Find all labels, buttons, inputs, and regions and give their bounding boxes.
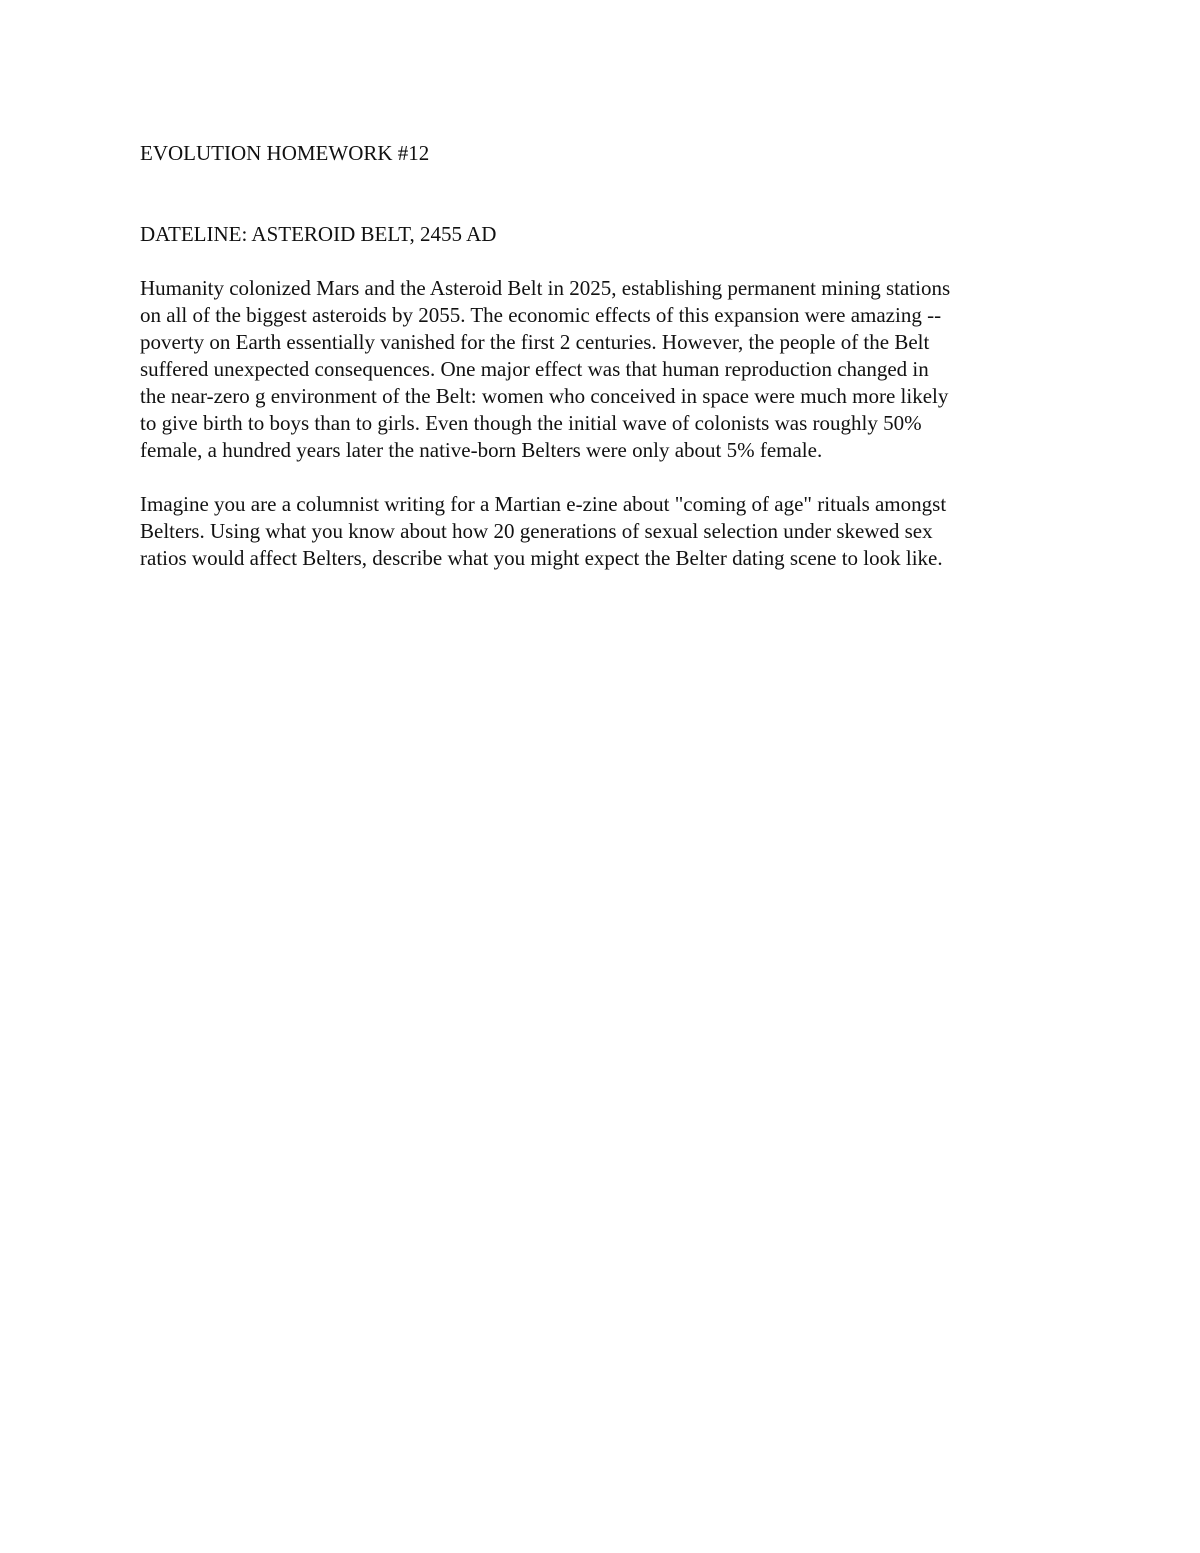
paragraph-line: to give birth to boys than to girls. Even though the initial wave of colonists was roughly 50% [140,411,922,435]
scenario-paragraph [140,275,1065,464]
paragraph-line: poverty on Earth essentially vanished for the first 2 centuries. However, the people of the Belt [140,330,930,354]
paragraph-line: ratios would affect Belters, describe what you might expect the Belter dating scene to look like. [140,546,943,570]
homework-title: EVOLUTION HOMEWORK #12 [140,141,430,165]
paragraph-line: female, a hundred years later the native-born Belters were only about 5% female. [140,438,823,462]
assignment-paragraph [140,491,1065,572]
document-content [140,140,1065,572]
paragraph-line: Imagine you are a columnist writing for a Martian e-zine about "coming of age" rituals amongst [140,492,947,516]
dateline: DATELINE: ASTEROID BELT, 2455 AD [140,222,497,246]
paragraph-line: the near-zero g environment of the Belt: women who conceived in space were much more likely [140,384,949,408]
paragraph-line: Humanity colonized Mars and the Asteroid Belt in 2025, establishing permanent mining stations [140,276,951,300]
paragraph-line: Belters. Using what you know about how 20 generations of sexual selection under skewed sex [140,519,933,543]
paragraph-line: suffered unexpected consequences. One major effect was that human reproduction changed in [140,357,929,381]
paragraph-line: on all of the biggest asteroids by 2055. The economic effects of this expansion were amazing -- [140,303,942,327]
